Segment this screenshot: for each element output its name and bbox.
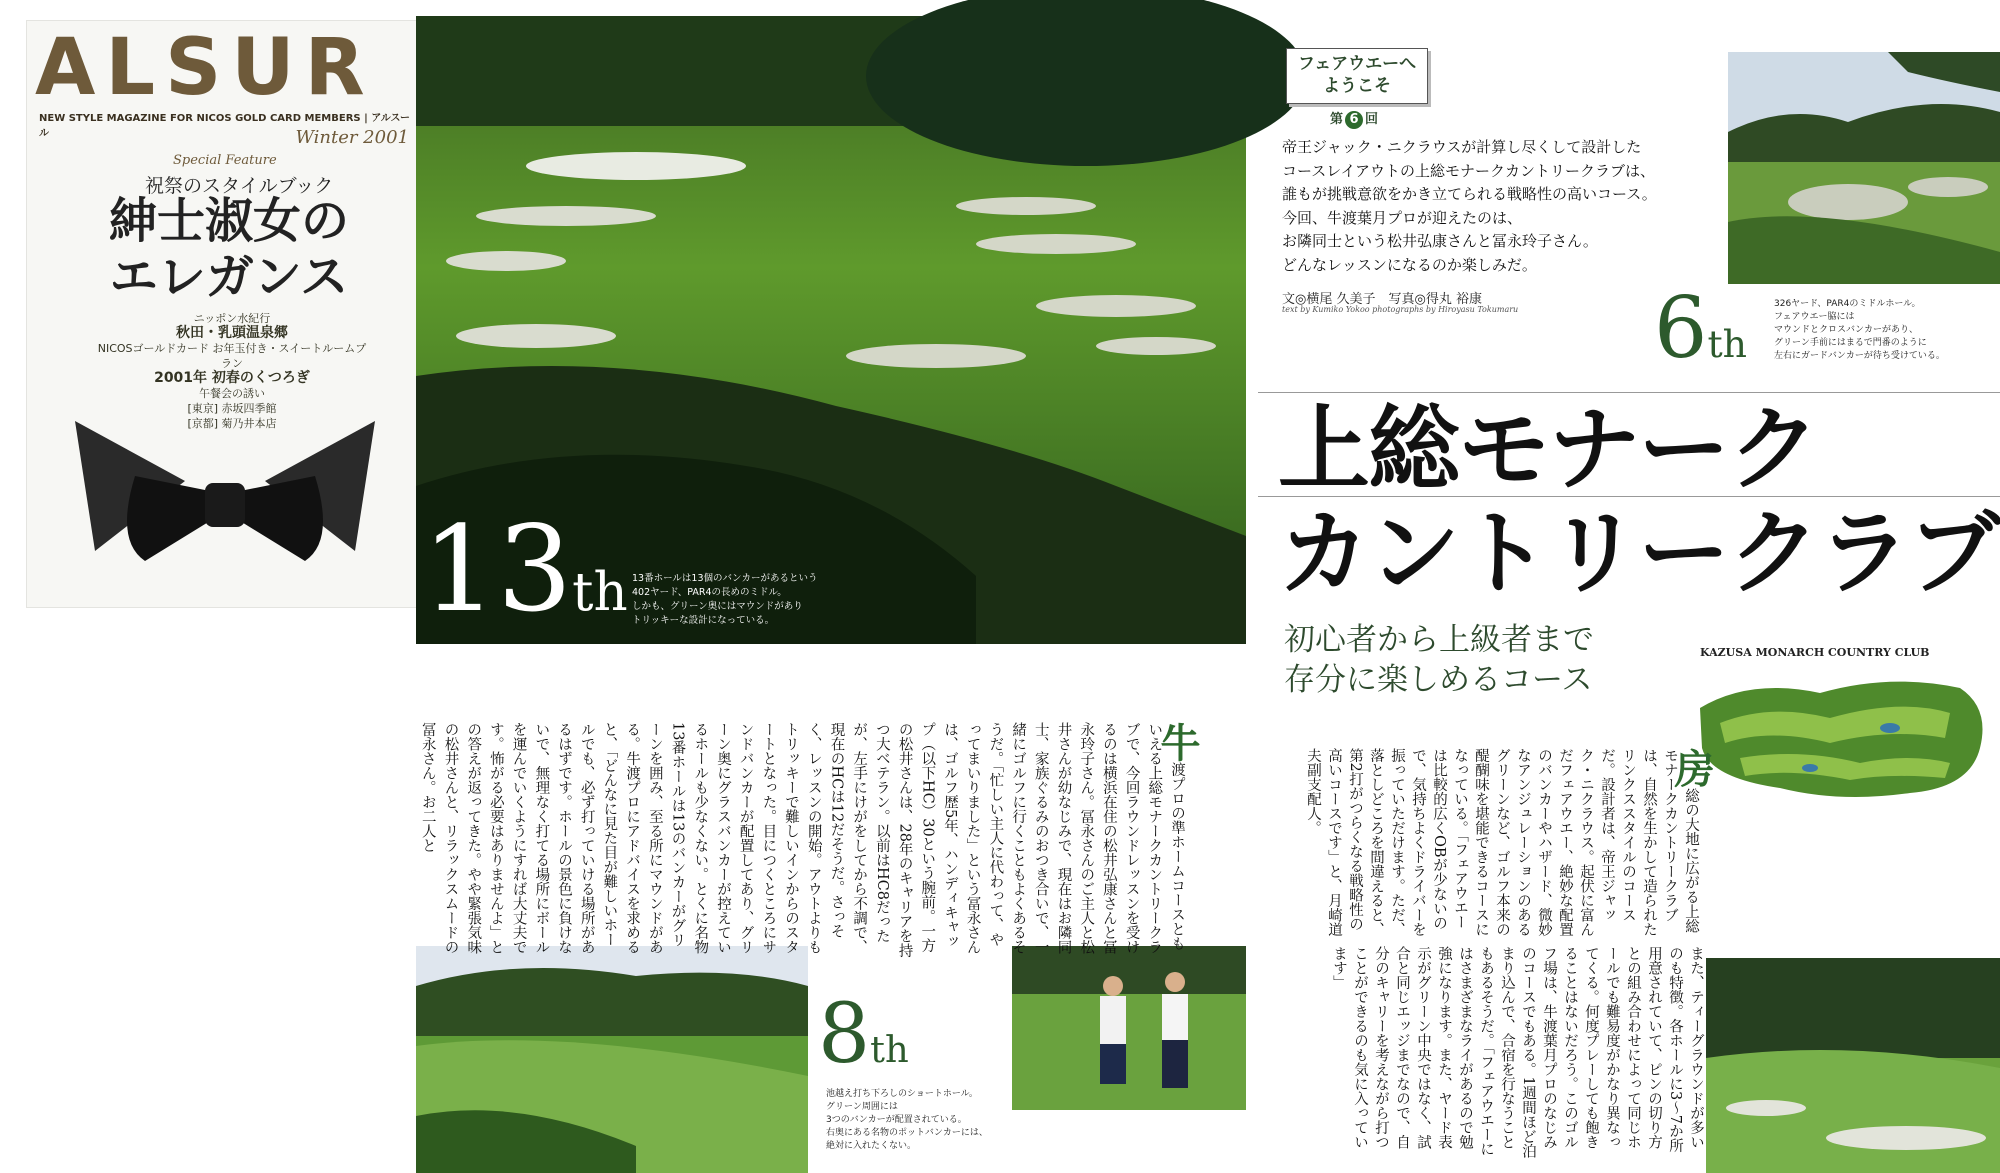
series-suffix: 回 [1365,112,1379,127]
hole-8-caption [826,1088,988,1153]
magazine-cover [26,20,420,608]
cover-line: [東京] 赤坂四季館 [187,402,277,415]
dropcap: 房 [1668,748,1715,788]
intro-line: 今回、牛渡葉月プロが迎えたのは、 [1282,208,1523,227]
hole-6-photo [1728,52,2000,284]
hole-6-suffix: th [1707,322,1747,366]
body-text: また、ティーグラウンドが多いのも特徴。各ホールに3〜7か所用意されていて、ピンの切り方との組み合わせによって同じホールでも難易度がかなり異なってくる。何度プレーしても飽きることはないだろう。このゴルフ場は、牛渡葉月プロのなじみのコースでもある。1週間ほど泊まり込んで、合宿を行なうこともあるそうだ。「フェアウエーにはさまざまなライがあるので勉強になります。また、ヤード表示がグリーン中央ではなく、試合と同じエッジまでなので、自分のキャリーを考えながら打つことができるのも気に入っています」 [1331,946,1704,1159]
lesson-photo [1012,946,1246,1110]
body-text: 渡プロの準ホームコースともいえる上総モナークカントリークラブで、今回ラウンドレッスンを受けるのは横浜在住の松井弘康さんと冨永玲子さん。冨永さんのご主人と松井さんが幼なじみで、現在はお隣同士、家族ぐるみのおつき合いで、一緒にゴルフに行くこともよくあるそうだ。「忙しい主人に代わって、やってまいりました」という冨永さんは、ゴルフ歴5年、ハンディキャップ（以下HC）30という腕前。一方の松井さんは、28年のキャリアを持つ大ベテラン。以前はHC8だったが、左手にけがをしてから不調で、現在のHCは12だそうだ。さっそく、レッスンの開始。アウトよりもトリッキーで難しいインからのスタートとなった。目につくところにサンドバンカーが配置してあり、グリーン奥にグラスバンカーが控えているホールも少なくない。とくに名物13番ホールは13のバンカーがグリーンを囲み、至る所にマウンドがある。牛渡プロにアドバイスを求めると、「どんなに見た目が難しいホールでも、必ず打っていける場所があるはずです。ホールの景色に負けないで、無理なく打てる場所にボールを運んでいくようにすれば大丈夫です。怖がる必要はありませんよ」との答えが返ってきた。やや緊張気味の松井さんと、リラックスムードの冨永さん。お二人と [419,722,1185,958]
series-line2: ようこそ [1323,76,1391,96]
divider [1258,392,2000,393]
cover-subtitle: 祝祭のスタイルブック [145,175,334,197]
magazine-tagline: NEW STYLE MAGAZINE FOR NICOS GOLD CARD MEMBERS | アルスール [39,113,411,139]
caption-line: グリーン周囲には [826,1102,898,1112]
issue-label: Winter 2001 [295,127,409,148]
hole-6-number [1654,279,1747,377]
caption-line: 326ヤード、PAR4のミドルホール。 [1774,299,1921,309]
series-prefix: 第 [1330,112,1344,127]
article-title-line1: 上総モナーク [1278,396,1819,503]
cover-title-line1: 紳士淑女の [108,193,349,249]
series-number-circle: 6 [1345,111,1363,129]
article-intro [1282,136,1702,277]
article-subtitle [1284,620,1594,700]
article-subtitle-line2: 存分に楽しめるコース [1284,662,1593,698]
intro-line: 帝王ジャック・ニクラウスが計算し尽くして設計した [1282,138,1642,156]
hole-13-caption [632,572,818,628]
caption-line: フェアウエー脇には [1774,312,1855,322]
article-subtitle-line1: 初心者から上級者まで [1284,622,1594,658]
cover-headlines [97,311,367,431]
article-title-line2: カントリークラブ [1278,500,1999,607]
special-feature-label: Special Feature [173,153,277,168]
article-credits-en: text by Kumiko Yokoo photographs by Hiroyasu Tokumaru [1282,305,1519,314]
series-badge [1286,48,1428,104]
hole-6-caption [1774,298,1945,363]
caption-line: 402ヤード、PAR4の長めのミドル。 [632,587,787,598]
course-map-image [1690,668,1996,810]
series-line1: フェアウエーへ [1297,54,1417,74]
hole-course-photo [1706,958,2000,1173]
cover-title-line2: エレガンス [109,249,349,305]
caption-line: グリーン手前にはまるで門番のように [1774,338,1927,348]
caption-line: 3つのバンカーが配置されている。 [826,1115,967,1125]
hole-13-digit: 13 [422,500,573,638]
caption-line: 左右にガードバンカーが待ち受けている。 [1774,351,1945,361]
article-body-right-lower [1264,946,1706,1160]
caption-line: マウンドとクロスバンカーがあり、 [1774,325,1919,335]
intro-line: どんなレッスンになるのか楽しみだ。 [1282,255,1537,274]
bow-tie-image [75,421,375,571]
intro-line: お隣同士という松井弘康さんと冨永玲子さん。 [1282,232,1598,250]
body-text: 総の大地に広がる上総モナークカントリークラブは、自然を生かして造られたリンクススタイルのコースだ。設計者は、帝王ジャック・ニクラウス。起伏に富んだフェアウエー、絶妙な配置のバンカーやハザード、微妙なアンジュレーションのあるグリーンなど、ゴルフ本来の醍醐味を堪能できるコースになっている。「フェアウエーは比較的広くOBが少ないので、気持ちよくドライバーを振っていただけます。ただ、落としどころを間違えると、第2打がつらくなる戦略性の高いコースです」と、月崎道夫副支配人。 [1305,748,1699,937]
caption-line: 13番ホールは13個のバンカーがあるという [632,573,818,584]
cover-line: ニッポン水紀行 [193,312,271,325]
caption-line: 右奥にある名物のポットバンカーには、 [826,1128,988,1138]
caption-line: 絶対に入れたくない。 [826,1141,917,1151]
magazine-logo: ALSUR [35,23,375,113]
cover-line: 秋田・乳頭温泉郷 [176,325,288,341]
hole-8-photo [416,946,808,1173]
hole-13-number [422,500,628,638]
cover-line: 2001年 初春のくつろぎ [154,370,310,386]
cover-line: NICOSゴールドカード お年玉付き・スイートルームプラン [97,342,367,370]
hole-13-suffix: th [572,561,628,623]
cover-line: [京都] 菊乃井本店 [187,417,277,430]
caption-line: トリッキーな設計になっている。 [632,615,775,626]
intro-line: 誰もが挑戦意欲をかき立てられる戦略性の高いコース。 [1282,185,1657,203]
hole-8-digit: 8 [818,987,871,1082]
hole-8-suffix: th [870,1028,909,1071]
article-title [1278,398,1998,606]
hole-8-number [818,987,909,1082]
cover-title [79,193,379,305]
caption-line: 池越え打ち下ろしのショートホール。 [826,1089,978,1099]
dropcap: 牛 [1154,722,1201,762]
series-number [1330,108,1378,129]
cover-line: 午餐会の誘い [199,387,265,400]
course-map-label: KAZUSA MONARCH COUNTRY CLUB [1700,646,1930,659]
article-body-right [1262,748,1715,938]
caption-line: しかも、グリーン奥にはマウンドがあり [632,601,803,612]
intro-line: コースレイアウトの上総モナークカントリークラブは、 [1282,161,1656,180]
article-credits: 文◎横尾 久美子 写真◎得丸 裕康 [1282,292,1482,307]
hole-6-digit: 6 [1654,279,1708,377]
article-body-left [419,722,1201,960]
